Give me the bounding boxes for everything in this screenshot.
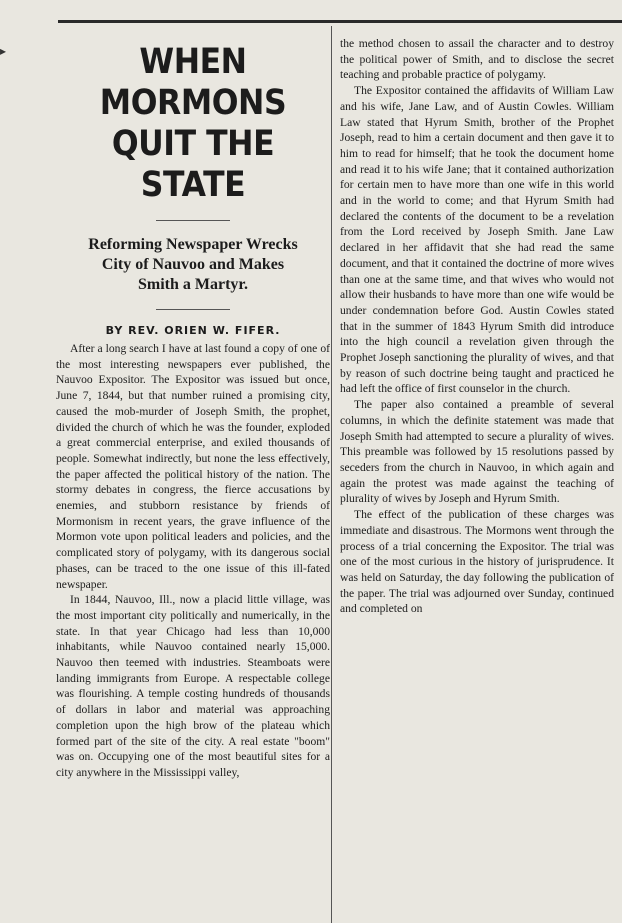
right-article-body	[340, 36, 614, 617]
top-rule	[58, 20, 622, 23]
paragraph: The paper also contained a preamble of several columns, in which the definite statement was made that Joseph Smith had attempted to secure a plurality of wives. This preamble was followed by 15 resolutions passed by seceders from the church in Nauvoo, in which again and again the protest was made against the teaching of plurality of wives by Joseph and Hyrum Smith.	[340, 398, 614, 506]
deck-divider	[156, 309, 230, 310]
headline-divider	[156, 220, 230, 221]
margin-arrow-icon: ▸	[0, 44, 7, 58]
paragraph: In 1844, Nauvoo, Ill., now a placid little village, was the most important city politically and numerically, in the state. In that year Chicago had less than 10,000 inhabitants, while Nauvoo contained nearly 15,000. Nauvoo then teemed with industries. Steamboats were landing immigrants from Europe. A respectable college was flourishing. A temple costing hundreds of thousands of dollars in labor and material was approaching completion upon the high brow of the plateau which formed part of the site of the city. A real estate "boom" was on. Occupying one of the most beautiful sites for a city anywhere in the Mississippi valley,	[56, 593, 330, 779]
paragraph: The Expositor contained the affidavits of William Law and his wife, Jane Law, and of Austin Cowles. William Law stated that Hyrum Smith, brother of the Prophet Joseph, read to him a certain document and then gave it to him to read for himself; that he took the document home and read it to his wife Jane; that it contained authorization for certain men to have more than one wife in this world and in the world to come; and that Hyrum Smith had declared the contents of the document to be a revelation from the Lord received by Joseph Smith. Jane Law declared in her affidavit that she had read the same document, and that it contained the doctrine of more wives than one at the same time, and that wives who would not allow their husbands to have more than one wife would be under condemnation before God. Austin Cowles stated that in the summer of 1843 Hyrum Smith did introduce into the high council a revelation given through the Prophet Joseph sanctioning the plurality of wives, and that by reason of such doctrine being taught and practiced he had left the office of first counselor in the church.	[340, 84, 614, 396]
headline-line-2: QUIT THE STATE	[111, 124, 275, 205]
paragraph-continuation: the method chosen to assail the character and to destroy the political power of Smith, and to disclose the secret teaching and probable practice of polygamy.	[340, 37, 614, 82]
paragraph: The effect of the publication of these charges was immediate and disastrous. The Mormons went through the process of a trial concerning the Expositor. The trial was one of the most curious in the history of jurisprudence. It was held on Saturday, the day following the publication of the paper. The trial was adjourned over Sunday, continued and completed on	[340, 508, 614, 616]
deck-line-3: Smith a Martyr.	[137, 276, 249, 293]
deck-line-1: Reforming Newspaper Wrecks	[88, 236, 298, 253]
paragraph: After a long search I have at last found a copy of one of the most interesting newspapers ever published, the Nauvoo Expositor. The Expositor was issued but once, June 7, 1844, but that number ruined a promising city, caused the mob-murder of Joseph Smith, the prophet, divided the church of which he was the founder, exploded a great commercial enterprise, and exiled thousands of people. Somewhat indirectly, but none the less effectively, the paper affected the political history of the nation. The stormy debates in congress, the fierce accusations by enemies, and stubborn resistance by friends of Mormonism in recent years, the grave influence of the Mormon vote upon political leaders and policies, and the complicated story of polygamy, with its dangerous social phases, can be traced to the one issue of this ill-fated newspaper.	[56, 342, 330, 591]
column-rule	[331, 26, 332, 923]
byline: BY REV. ORIEN W. FIFER.	[105, 324, 281, 337]
deck	[56, 235, 330, 295]
deck-line-2: City of Nauvoo and Makes	[101, 256, 285, 273]
left-article-body	[56, 341, 330, 781]
right-column	[340, 36, 614, 617]
headline	[70, 42, 317, 206]
headline-line-1: WHEN MORMONS	[99, 42, 287, 123]
left-column	[56, 32, 330, 781]
